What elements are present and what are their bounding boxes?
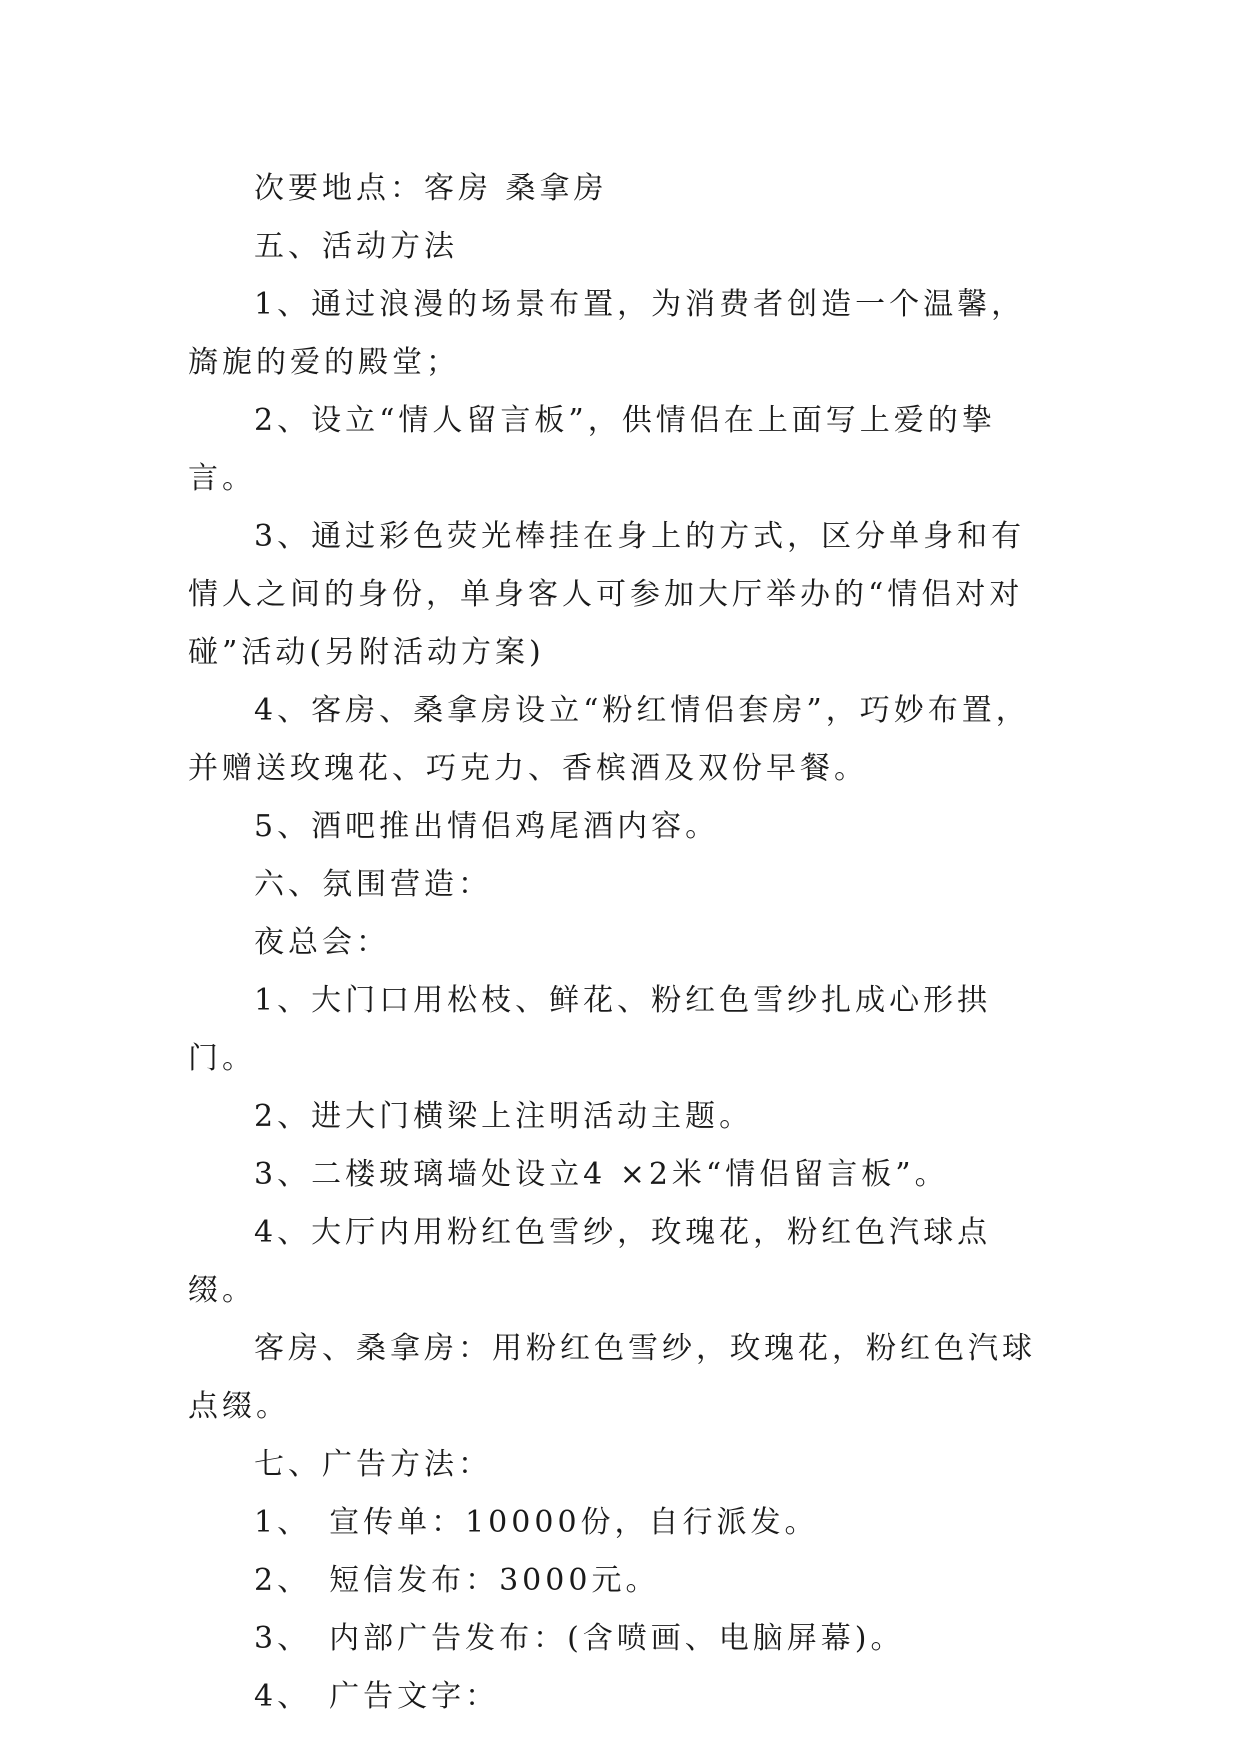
paragraph-method-4: 4、客房、桑拿房设立“粉红情侣套房”，巧妙布置，并赠送玫瑰花、巧克力、香槟酒及双份早餐。: [188, 693, 1030, 786]
heading-activity-method: 五、活动方法: [254, 229, 458, 264]
ad-list-item: [188, 1610, 1058, 1668]
paragraph-secondary-location: 次要地点：客房 桑拿房: [254, 171, 608, 206]
paragraph-atmosphere-2: 2、进大门横梁上注明活动主题。: [254, 1099, 754, 1134]
ad-list-text: 内部广告发布：(含喷画、电脑屏幕)。: [329, 1621, 905, 1656]
ad-list-number: 3、: [254, 1621, 312, 1656]
ad-list-text: 广告文字：: [329, 1679, 500, 1714]
paragraph-method-3: 3、通过彩色荧光棒挂在身上的方式，区分单身和有情人之间的身份，单身客人可参加大厅举办的“情侣对对碰”活动(另附活动方案): [188, 519, 1026, 670]
paragraph-method-1: 1、通过浪漫的场景布置，为消费者创造一个温馨，旖旎的爱的殿堂；: [188, 287, 1026, 380]
ad-list-number: 1、: [254, 1505, 312, 1540]
ad-list-number: 2、: [254, 1563, 312, 1598]
ad-list-text: 宣传单：10000份，自行派发。: [329, 1505, 819, 1540]
heading-advertising-method: 七、广告方法：: [254, 1447, 492, 1482]
subheading-nightclub: 夜总会：: [254, 925, 390, 960]
heading-atmosphere: 六、氛围营造：: [254, 867, 492, 902]
paragraph-atmosphere-3: 3、二楼玻璃墙处设立4 ×2米“情侣留言板”。: [254, 1157, 949, 1192]
paragraph-rooms-sauna: 客房、桑拿房：用粉红色雪纱，玫瑰花，粉红色汽球点缀。: [188, 1331, 1036, 1424]
document-body: [188, 160, 1058, 1726]
paragraph-method-2: 2、设立“情人留言板”，供情侣在上面写上爱的挚言。: [188, 403, 996, 496]
ad-list-item: [188, 1494, 1058, 1552]
paragraph-atmosphere-4: 4、大厅内用粉红色雪纱，玫瑰花，粉红色汽球点缀。: [188, 1215, 992, 1308]
ad-list-item: [188, 1552, 1058, 1610]
ad-list-text: 短信发布：3000元。: [329, 1563, 660, 1598]
paragraph-atmosphere-1: 1、大门口用松枝、鲜花、粉红色雪纱扎成心形拱门。: [188, 983, 992, 1076]
ad-list-item: [188, 1668, 1058, 1726]
paragraph-method-5: 5、酒吧推出情侣鸡尾酒内容。: [254, 809, 720, 844]
ad-list-number: 4、: [254, 1679, 312, 1714]
